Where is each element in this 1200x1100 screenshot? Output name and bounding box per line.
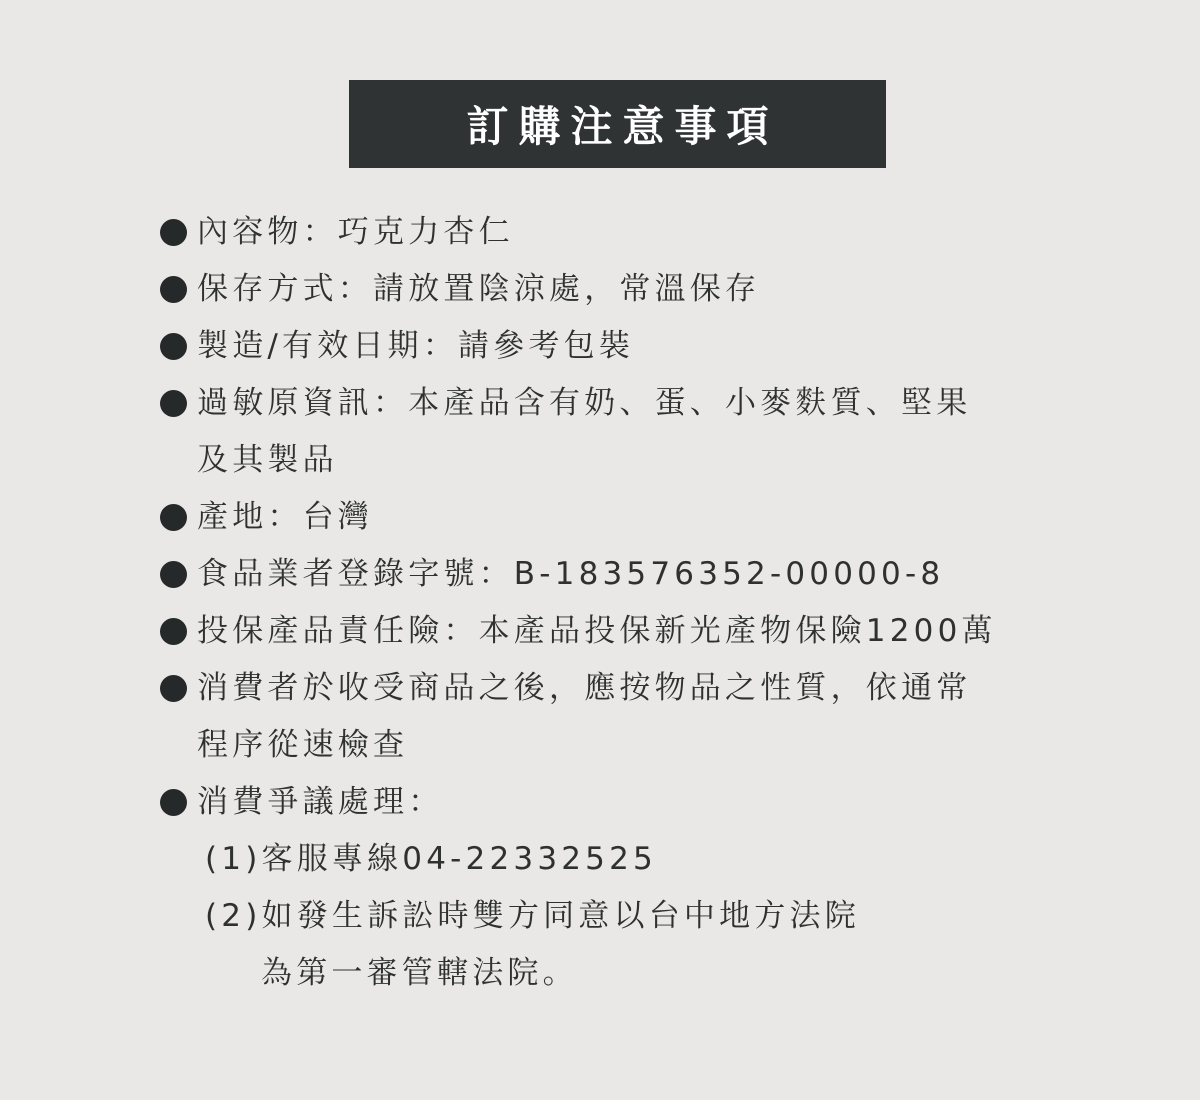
notice-item-contents xyxy=(160,204,1120,261)
notice-text: 內容物：巧克力杏仁 xyxy=(197,214,514,250)
bullet-icon xyxy=(160,618,187,645)
bullet-icon xyxy=(160,675,187,702)
bullet-icon xyxy=(160,276,187,303)
notice-text: 投保產品責任險：本產品投保新光產物保險1200萬 xyxy=(197,613,997,649)
dispute-hotline: (1)客服專線04-22332525 xyxy=(205,841,657,877)
notice-item-insurance xyxy=(160,603,1120,660)
notice-text: 消費爭議處理： xyxy=(197,784,444,820)
dispute-details xyxy=(205,831,860,1002)
notice-text: 過敏原資訊：本產品含有奶、蛋、小麥麩質、堅果 xyxy=(197,385,972,421)
notice-text: 製造/有效日期：請參考包裝 xyxy=(197,328,635,364)
notice-item-origin xyxy=(160,489,1120,546)
notice-text-continued: 程序從速檢查 xyxy=(197,727,409,763)
notice-text: 食品業者登錄字號：B-183576352-00000-8 xyxy=(197,556,945,592)
notice-item-inspection xyxy=(160,660,1120,774)
dispute-court-continued: 為第一審管轄法院。 xyxy=(261,955,578,991)
notice-list xyxy=(160,204,1120,831)
dispute-court: (2)如發生訴訟時雙方同意以台中地方法院 xyxy=(205,898,860,934)
bullet-icon xyxy=(160,333,187,360)
notice-item-dispute xyxy=(160,774,1120,831)
notice-item-registration xyxy=(160,546,1120,603)
title-banner xyxy=(349,80,886,168)
bullet-icon xyxy=(160,219,187,246)
page-title: 訂購注意事項 xyxy=(466,102,779,151)
bullet-icon xyxy=(160,789,187,816)
notice-item-dates xyxy=(160,318,1120,375)
bullet-icon xyxy=(160,390,187,417)
notice-text: 保存方式：請放置陰涼處，常溫保存 xyxy=(197,271,761,307)
bullet-icon xyxy=(160,561,187,588)
notice-item-allergen xyxy=(160,375,1120,489)
bullet-icon xyxy=(160,504,187,531)
notice-item-storage xyxy=(160,261,1120,318)
notice-text: 產地：台灣 xyxy=(197,499,373,535)
notice-text-continued: 及其製品 xyxy=(197,442,338,478)
notice-text: 消費者於收受商品之後，應按物品之性質，依通常 xyxy=(197,670,972,706)
